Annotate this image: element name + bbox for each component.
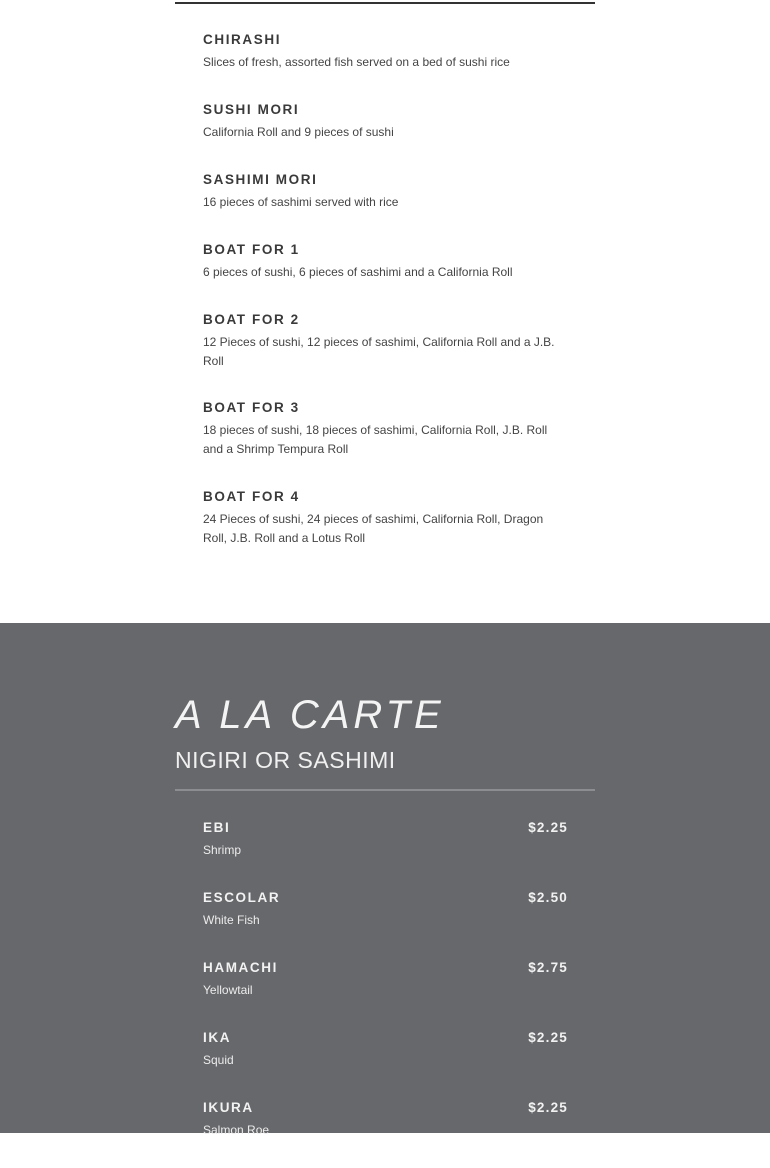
menu-item-name: HAMACHI bbox=[203, 960, 278, 975]
menu-item-price: $2.25 bbox=[528, 1030, 568, 1045]
menu-item-price: $2.25 bbox=[528, 1100, 568, 1115]
menu-item bbox=[203, 818, 568, 888]
section-title: A LA CARTE bbox=[175, 693, 445, 737]
menu-item bbox=[203, 100, 563, 170]
menu-item-name: IKA bbox=[203, 1030, 232, 1045]
menu-item-name: IKURA bbox=[203, 1100, 254, 1115]
menu-item bbox=[203, 398, 563, 487]
menu-item-name: BOAT FOR 4 bbox=[203, 489, 300, 504]
menu-item bbox=[203, 888, 568, 958]
menu-item-description: Slices of fresh, assorted fish served on a bed of sushi rice bbox=[203, 55, 510, 69]
menu-item-description: Salmon Roe bbox=[203, 1123, 270, 1137]
menu-item-name: SASHIMI MORI bbox=[203, 172, 318, 187]
section-subtitle: NIGIRI OR SASHIMI bbox=[175, 747, 396, 773]
menu-item-description: Shrimp bbox=[203, 843, 242, 857]
menu-item-name: ESCOLAR bbox=[203, 890, 281, 905]
menu-item bbox=[203, 1098, 568, 1168]
menu-item-description: White Fish bbox=[203, 913, 260, 927]
menu-item-name: SUSHI MORI bbox=[203, 102, 300, 117]
menu-item-name: BOAT FOR 2 bbox=[203, 312, 300, 327]
menu-item-name: BOAT FOR 1 bbox=[203, 242, 300, 257]
menu-item-description: 18 pieces of sushi, 18 pieces of sashimi, California Roll, J.B. Roll and a Shrimp Tempura Roll bbox=[203, 423, 548, 456]
menu-item-price: $2.25 bbox=[528, 820, 568, 835]
menu-item bbox=[203, 170, 563, 240]
platters-list bbox=[203, 30, 563, 557]
menu-item bbox=[203, 487, 563, 557]
menu-item-description: 12 Pieces of sushi, 12 pieces of sashimi, California Roll and a J.B. Roll bbox=[203, 335, 555, 368]
menu-item-price: $2.50 bbox=[528, 890, 568, 905]
menu-item bbox=[203, 240, 563, 310]
section-divider bbox=[175, 2, 595, 4]
menu-item-description: 16 pieces of sashimi served with rice bbox=[203, 195, 399, 209]
menu-item bbox=[203, 30, 563, 100]
section-divider bbox=[175, 789, 595, 791]
menu-item-description: California Roll and 9 pieces of sushi bbox=[203, 125, 394, 139]
menu-item-description: 6 pieces of sushi, 6 pieces of sashimi and a California Roll bbox=[203, 265, 513, 279]
menu-item bbox=[203, 310, 563, 398]
menu-item-description: Squid bbox=[203, 1053, 234, 1067]
menu-item bbox=[203, 958, 568, 1028]
menu-item-description: 24 Pieces of sushi, 24 pieces of sashimi, California Roll, Dragon Roll, J.B. Roll and a Lotus Roll bbox=[203, 512, 544, 545]
a-la-carte-section bbox=[0, 623, 770, 1137]
menu-item-name: BOAT FOR 3 bbox=[203, 400, 300, 415]
menu-item bbox=[203, 1028, 568, 1098]
menu-item-name: EBI bbox=[203, 820, 231, 835]
menu-item-description: Yellowtail bbox=[203, 983, 253, 997]
a-la-carte-list bbox=[203, 818, 568, 1168]
menu-item-price: $2.75 bbox=[528, 960, 568, 975]
menu-item-name: CHIRASHI bbox=[203, 32, 282, 47]
